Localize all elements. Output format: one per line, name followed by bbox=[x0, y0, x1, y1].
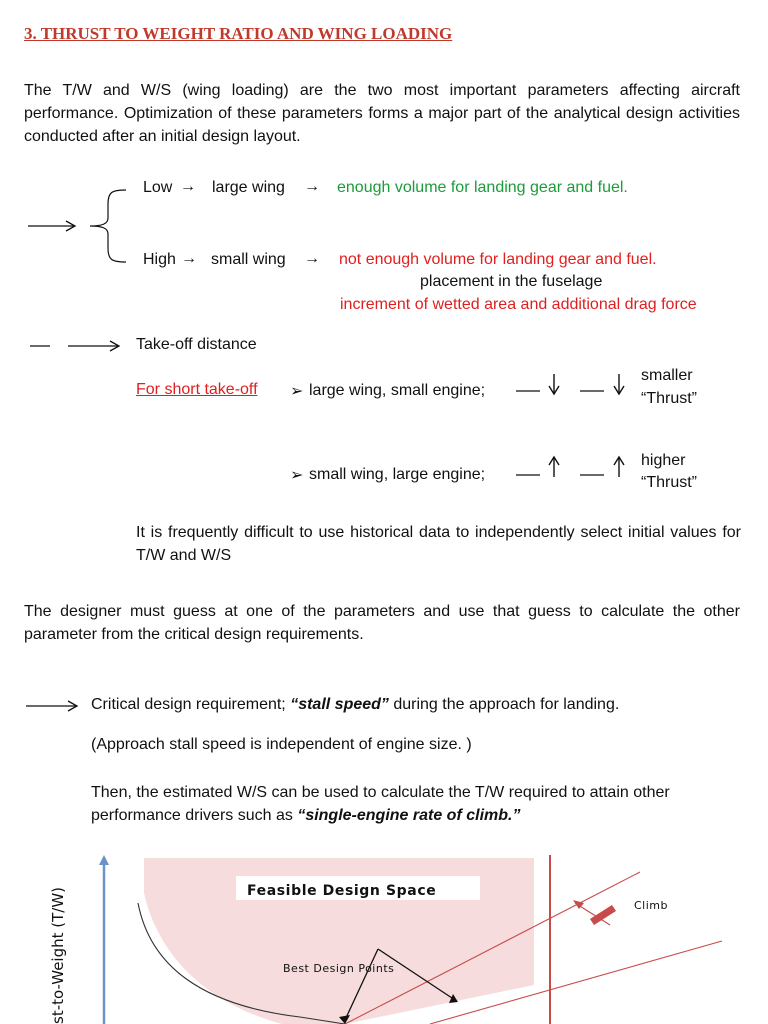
smaller-note: smaller bbox=[641, 367, 693, 384]
takeoff-label: Take-off distance bbox=[136, 336, 257, 353]
then-paragraph bbox=[91, 781, 741, 827]
arrow-icon: → bbox=[304, 250, 320, 267]
low-result: enough volume for landing gear and fuel. bbox=[337, 179, 628, 196]
approach-note: (Approach stall speed is independent of engine size. ) bbox=[91, 736, 472, 753]
historical-paragraph: It is frequently difficult to use historical data to independently select initial values for T/W and W/S bbox=[136, 524, 741, 564]
smaller-thrust-note: “Thrust” bbox=[641, 390, 697, 407]
down-arrows-icon bbox=[514, 370, 630, 400]
climb-emphasis: “single-engine rate of climb.” bbox=[297, 807, 521, 824]
arrow-icon: → bbox=[181, 250, 197, 267]
intro-paragraph: The T/W and W/S (wing loading) are the two most important parameters affecting aircraft performance. Optimization of these parameters forms a major part of the analytical design activities conducted after an initial design layout. bbox=[24, 82, 740, 145]
best-design-label: Best Design Points bbox=[283, 962, 395, 975]
arrow-icon: → bbox=[304, 178, 320, 195]
bullet-arrow-icon: ➢ bbox=[290, 383, 304, 400]
design-space-chart bbox=[0, 845, 768, 1024]
section-heading: 3. THRUST TO WEIGHT RATIO AND WING LOADING bbox=[24, 24, 453, 43]
placement-text: placement in the fuselage bbox=[420, 273, 603, 290]
higher-note: higher bbox=[641, 452, 686, 469]
climb-label: Climb bbox=[634, 899, 668, 912]
low-label: Low bbox=[143, 179, 173, 196]
high-wing: small wing bbox=[211, 251, 286, 268]
higher-thrust-note: “Thrust” bbox=[641, 474, 697, 491]
arrow-icon: → bbox=[180, 178, 196, 195]
y-axis-arrow-icon bbox=[99, 855, 109, 865]
up-arrows-icon bbox=[514, 454, 630, 484]
low-wing: large wing bbox=[212, 179, 285, 196]
dash-arrow-icon bbox=[24, 696, 82, 716]
increment-text: increment of wetted area and additional drag force bbox=[340, 296, 697, 313]
high-result: not enough volume for landing gear and fuel. bbox=[339, 251, 657, 268]
branch-arrow-icon bbox=[26, 178, 136, 274]
double-dash-arrow-icon bbox=[28, 336, 124, 356]
stall-speed-emphasis: “stall speed” bbox=[290, 696, 389, 713]
option-large-wing: large wing, small engine; bbox=[309, 382, 486, 399]
short-takeoff-label: For short take-off bbox=[136, 381, 258, 398]
high-label: High bbox=[143, 251, 176, 268]
feasible-label: Feasible Design Space bbox=[247, 883, 437, 899]
bullet-arrow-icon: ➢ bbox=[290, 467, 304, 484]
then-text: Then, the estimated W/S can be used to calculate the T/W required to attain other performance drivers such as bbox=[91, 784, 670, 824]
y-axis-label: st-to-Weight (T/W) bbox=[49, 886, 67, 1024]
critical-line bbox=[91, 696, 619, 714]
option-small-wing: small wing, large engine; bbox=[309, 466, 486, 483]
critical-suffix: during the approach for landing. bbox=[388, 696, 620, 713]
designer-paragraph: The designer must guess at one of the parameters and use that guess to calculate the other parameter from the critical design requirements. bbox=[24, 603, 740, 643]
critical-prefix: Critical design requirement; bbox=[91, 696, 291, 713]
